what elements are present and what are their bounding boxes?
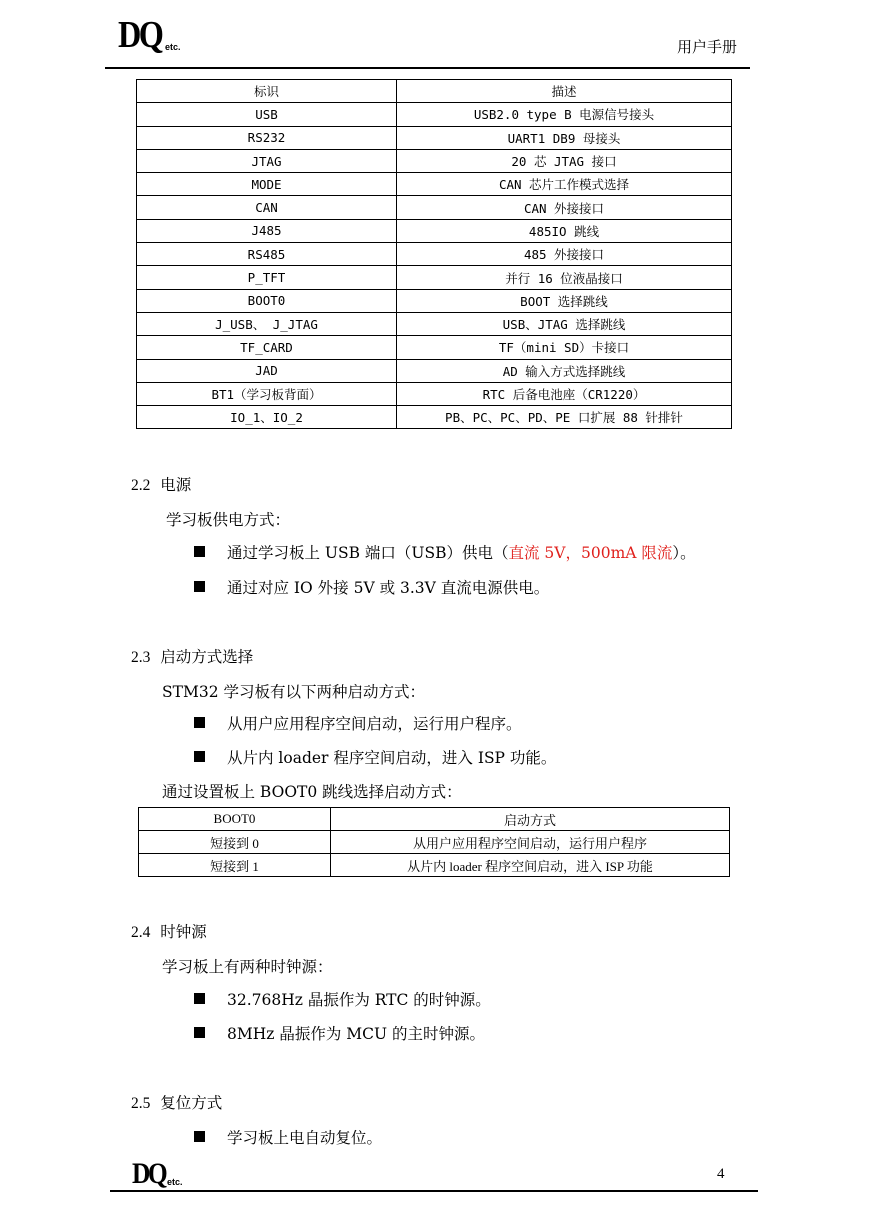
table-row — [137, 289, 732, 312]
bullet-square-icon — [194, 993, 205, 1004]
bullet-square-icon — [194, 546, 205, 557]
bullet-square-icon — [194, 581, 205, 592]
table-row — [139, 854, 730, 877]
table-row — [137, 103, 732, 126]
table-cell: RS232 — [137, 126, 397, 149]
table-cell: CAN — [137, 196, 397, 219]
table-row — [137, 196, 732, 219]
table-row — [137, 243, 732, 266]
table-cell: PB、PC、PC、PD、PE 口扩展 88 针排针 — [397, 406, 732, 429]
boot-bullet-loader: 从片内 loader 程序空间启动，进入 ISP 功能。 — [194, 746, 556, 768]
power-spec-highlight: 直流 5V，500mA 限流 — [508, 544, 673, 562]
section-heading-power: 2.2 电源 — [131, 476, 192, 494]
table-row — [137, 266, 732, 289]
table-row — [137, 149, 732, 172]
table-cell: JTAG — [137, 149, 397, 172]
table-row — [137, 336, 732, 359]
table-cell: 485 外接接口 — [397, 243, 732, 266]
table-row — [137, 382, 732, 405]
clock-bullet-mcu: 8MHz 晶振作为 MCU 的主时钟源。 — [194, 1022, 485, 1044]
table-cell: J_USB、 J_JTAG — [137, 312, 397, 335]
table-cell: P_TFT — [137, 266, 397, 289]
reset-bullet-auto: 学习板上电自动复位。 — [194, 1126, 382, 1148]
table-cell: 短接到 0 — [139, 831, 331, 854]
table-row — [137, 126, 732, 149]
table-header-cell: 标识 — [137, 80, 397, 103]
table-cell: 从用户应用程序空间启动，运行用户程序 — [331, 831, 730, 854]
table-cell: CAN 外接接口 — [397, 196, 732, 219]
table-cell: 20 芯 JTAG 接口 — [397, 149, 732, 172]
table-header-cell: BOOT0 — [139, 808, 331, 831]
footer-logo: DQ etc. — [132, 1157, 183, 1190]
table-row — [137, 312, 732, 335]
table-cell: BOOT0 — [137, 289, 397, 312]
table-cell: TF_CARD — [137, 336, 397, 359]
table-cell: IO_1、IO_2 — [137, 406, 397, 429]
table-cell: BT1（学习板背面） — [137, 382, 397, 405]
table-row — [137, 219, 732, 242]
table-cell: J485 — [137, 219, 397, 242]
footer-divider — [110, 1190, 758, 1192]
bullet-square-icon — [194, 1131, 205, 1142]
clock-intro: 学习板上有两种时钟源： — [162, 958, 333, 976]
table-header-row — [139, 808, 730, 831]
table-cell: RTC 后备电池座（CR1220） — [397, 382, 732, 405]
table-cell: USB、JTAG 选择跳线 — [397, 312, 732, 335]
table-row — [137, 173, 732, 196]
clock-bullet-rtc: 32.768Hz 晶振作为 RTC 的时钟源。 — [194, 988, 491, 1010]
table-header-row — [137, 80, 732, 103]
bullet-square-icon — [194, 1027, 205, 1038]
bullet-square-icon — [194, 717, 205, 728]
table-cell: RS485 — [137, 243, 397, 266]
table-row — [137, 406, 732, 429]
bullet-square-icon — [194, 751, 205, 762]
power-bullet-io: 通过对应 IO 外接 5V 或 3.3V 直流电源供电。 — [194, 576, 549, 598]
table-cell: 485IO 跳线 — [397, 219, 732, 242]
table-header-cell: 描述 — [397, 80, 732, 103]
table-cell: 短接到 1 — [139, 854, 331, 877]
boot-intro: STM32 学习板有以下两种启动方式： — [162, 683, 425, 701]
document-title: 用户手册 — [676, 38, 737, 56]
table-header-cell: 启动方式 — [331, 808, 730, 831]
boot-bullet-user: 从用户应用程序空间启动，运行用户程序。 — [194, 712, 522, 734]
table-cell: CAN 芯片工作模式选择 — [397, 173, 732, 196]
table-cell: BOOT 选择跳线 — [397, 289, 732, 312]
section-heading-reset: 2.5 复位方式 — [131, 1094, 223, 1112]
table-cell: 从片内 loader 程序空间启动，进入 ISP 功能 — [331, 854, 730, 877]
table-cell: MODE — [137, 173, 397, 196]
company-logo: DQ etc. — [118, 14, 181, 56]
page-number: 4 — [717, 1166, 725, 1182]
power-bullet-usb: 通过学习板上 USB 端口（USB）供电（直流 5V，500mA 限流）。 — [194, 541, 696, 563]
table-cell: JAD — [137, 359, 397, 382]
table-cell: USB2.0 type B 电源信号接头 — [397, 103, 732, 126]
boot-mode-table — [138, 807, 730, 877]
section-heading-boot: 2.3 启动方式选择 — [131, 648, 254, 666]
table-cell: USB — [137, 103, 397, 126]
table-row — [137, 359, 732, 382]
header-divider — [105, 67, 750, 69]
boot-table-intro: 通过设置板上 BOOT0 跳线选择启动方式： — [162, 783, 462, 801]
table-cell: 并行 16 位液晶接口 — [397, 266, 732, 289]
table-cell: TF（mini SD）卡接口 — [397, 336, 732, 359]
table-row — [139, 831, 730, 854]
table-cell: UART1 DB9 母接头 — [397, 126, 732, 149]
interface-table — [136, 79, 732, 429]
power-intro: 学习板供电方式： — [166, 511, 291, 529]
section-heading-clock: 2.4 时钟源 — [131, 923, 207, 941]
table-cell: AD 输入方式选择跳线 — [397, 359, 732, 382]
